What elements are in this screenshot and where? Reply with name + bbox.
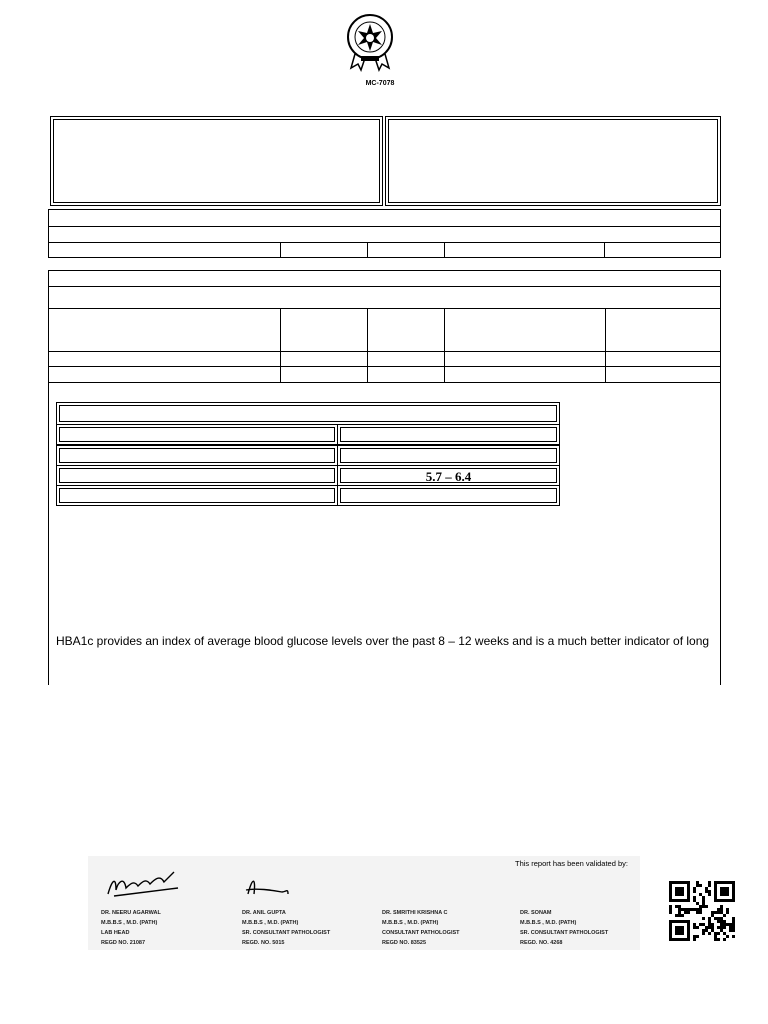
patient-info-box <box>50 116 383 206</box>
interpretation-text: HBA1c provides an index of average blood glucose levels over the past 8 – 12 weeks and is a much better indicator of long <box>56 634 710 648</box>
accreditation-code: MC-7078 <box>365 80 395 87</box>
doctor-credit <box>242 908 377 948</box>
reference-table-cell <box>337 485 560 506</box>
doctor-name: DR. ANIL GUPTA <box>242 910 286 916</box>
signature-neeru <box>104 866 184 900</box>
doctor-name: DR. SONAM <box>520 910 552 916</box>
doctor-credit <box>382 908 517 948</box>
doctor-regd: REGD NO. 83525 <box>382 940 427 946</box>
validated-by-label: This report has been validated by: <box>515 859 628 868</box>
result-row <box>48 366 721 383</box>
doctor-degree: M.B.B.S , M.D. (PATH) <box>382 920 439 926</box>
results-header-row <box>48 308 721 352</box>
sample-info-box <box>385 116 721 206</box>
doctor-title: LAB HEAD <box>101 930 130 936</box>
doctor-degree: M.B.B.S , M.D. (PATH) <box>242 920 299 926</box>
doctor-name: DR. NEERU AGARWAL <box>101 910 161 916</box>
reference-table-cell <box>337 465 560 486</box>
doctor-regd: REGD. NO. 5015 <box>242 940 285 946</box>
reference-table-cell <box>56 445 338 466</box>
doctor-title: SR. CONSULTANT PATHOLOGIST <box>242 930 331 936</box>
doctor-title: SR. CONSULTANT PATHOLOGIST <box>520 930 609 936</box>
reference-table-cell <box>56 485 338 506</box>
reference-range-value: 5.7 – 6.4 <box>340 468 557 483</box>
doctor-regd: REGD NO. 21087 <box>101 940 146 946</box>
doctor-credit <box>520 908 638 948</box>
department-row <box>48 209 721 227</box>
reference-table-cell <box>56 424 338 445</box>
doctor-name: DR. SMRITHI KRISHNA C <box>382 910 448 916</box>
reference-table-cell <box>337 424 560 445</box>
test-name-row <box>48 226 721 243</box>
reference-table-cell <box>337 445 560 466</box>
reference-table-title <box>56 402 560 425</box>
doctor-title: CONSULTANT PATHOLOGIST <box>382 930 460 936</box>
column-header-row <box>48 242 721 258</box>
result-row <box>48 351 721 367</box>
results-title-line <box>48 286 721 287</box>
doctor-degree: M.B.B.S , M.D. (PATH) <box>520 920 577 926</box>
reference-table-cell <box>56 465 338 486</box>
accreditation-seal <box>345 12 395 84</box>
doctor-regd: REGD. NO. 4268 <box>520 940 563 946</box>
verification-qr-code[interactable] <box>669 881 735 941</box>
signature-anil <box>242 872 294 900</box>
doctor-credit <box>101 908 231 948</box>
doctor-degree: M.B.B.S , M.D. (PATH) <box>101 920 158 926</box>
